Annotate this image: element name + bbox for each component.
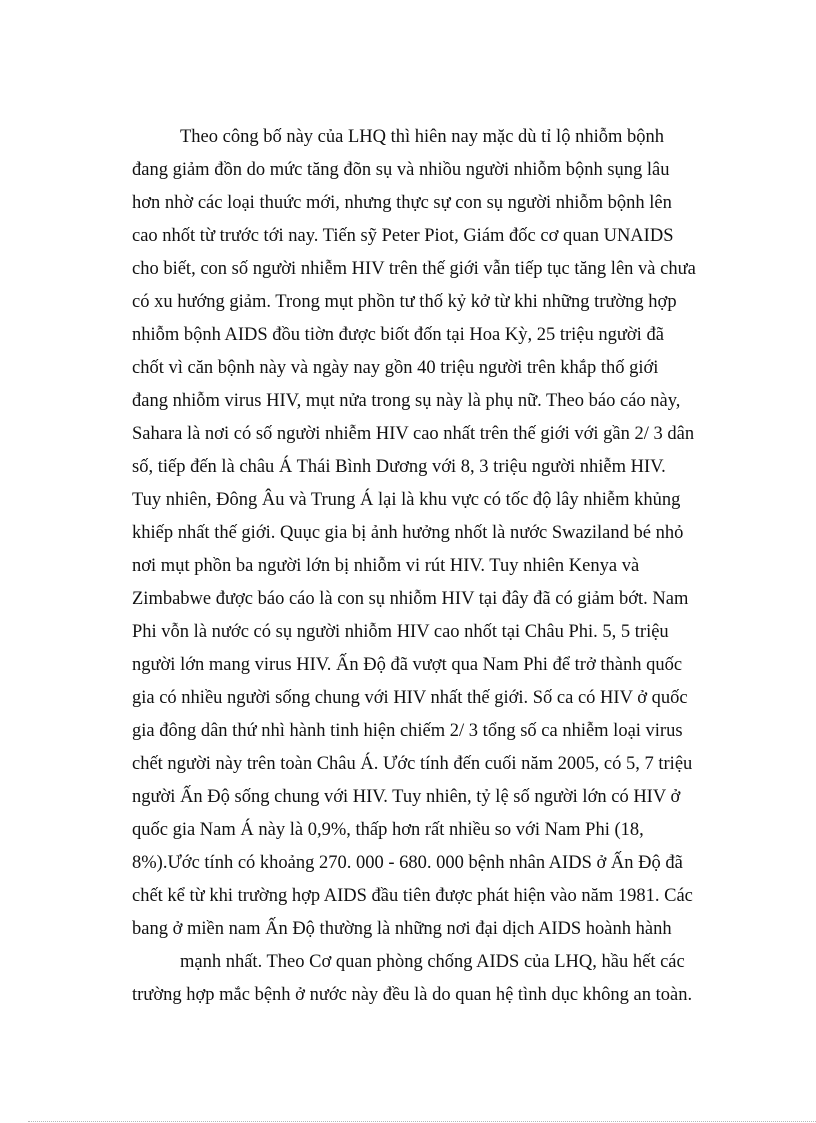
text-line: Theo công bố này của LHQ thì hiên nay mặc dù tỉ lộ nhiỗm bộnh [180, 127, 664, 147]
text-line: chết kể từ khi trường hợp AIDS đầu tiên được phát hiện vào năm 1981. Các [132, 886, 693, 906]
text-line: chốt vì căn bộnh này và ngày nay gồn 40 triệu người trên khắp thố giới [132, 358, 659, 378]
text-line: Tuy nhiên, Đông Âu và Trung Á lại là khu vực có tốc độ lây nhiễm khủng [132, 490, 681, 510]
text-line: người Ấn Độ sống chung với HIV. Tuy nhiên, tỷ lệ số người lớn có HIV ở [132, 787, 681, 807]
text-line: Phi vỗn là nước có sụ người nhiỗm HIV cao nhốt tại Châu Phi. 5, 5 triệu [132, 622, 669, 642]
text-line: cao nhốt từ trước tới nay. Tiến sỹ Peter Piot, Giám đốc cơ quan UNAIDS [132, 226, 674, 246]
text-line: khiếp nhất thế giới. Quục gia bị ảnh hưởng nhốt là nước Swaziland bé nhỏ [132, 523, 684, 543]
text-line: trường hợp mắc bệnh ở nước này đều là do quan hệ tình dục không an toàn. [132, 985, 693, 1005]
text-line: nhiỗm bộnh AIDS đồu tiờn được biốt đốn tại Hoa Kỳ, 25 triệu người đã [132, 325, 664, 345]
text-line: bang ở miền nam Ấn Độ thường là những nơi đại dịch AIDS hoành hành [132, 919, 672, 939]
text-line: 8%).Ước tính có khoảng 270. 000 - 680. 000 bệnh nhân AIDS ở Ấn Độ đã [132, 853, 683, 873]
text-line: đang nhiỗm virus HIV, mụt nửa trong sụ này là phụ nữ. Theo báo cáo này, [132, 391, 681, 411]
text-line: có xu hướng giảm. Trong mụt phồn tư thố kỷ kở từ khi những trường hợp [132, 292, 677, 312]
text-line: người lớn mang virus HIV. Ấn Độ đã vượt qua Nam Phi để trở thành quốc [132, 655, 683, 675]
page-bottom-divider [28, 1121, 816, 1122]
text-line: số, tiếp đến là châu Á Thái Bình Dương với 8, 3 triệu người nhiễm HIV. [132, 457, 666, 477]
text-line: Zimbabwe được báo cáo là con sụ nhiỗm HIV tại đây đã có giảm bớt. Nam [132, 589, 689, 609]
text-line: chết người này trên toàn Châu Á. Ước tính đến cuối năm 2005, có 5, 7 triệu [132, 754, 693, 774]
text-line: đang giảm đồn do mức tăng đõn sụ và nhiồu người nhiỗm bộnh sụng lâu [132, 160, 670, 180]
text-line: cho biết, con số người nhiễm HIV trên thế giới vẫn tiếp tục tăng lên và chưa [132, 259, 696, 279]
text-line: hơn nhờ các loại thuức mới, nhưng thực sự con sụ người nhiỗm bộnh lên [132, 193, 672, 213]
text-line: gia có nhiều người sống chung với HIV nhất thế giới. Số ca có HIV ở quốc [132, 688, 688, 708]
text-line: nơi mụt phồn ba người lớn bị nhiỗm vi rút HIV. Tuy nhiên Kenya và [132, 556, 640, 576]
text-line: Sahara là nơi có số người nhiễm HIV cao nhất trên thế giới với gần 2/ 3 dân [132, 424, 695, 444]
text-line: gia đông dân thứ nhì hành tinh hiện chiếm 2/ 3 tổng số ca nhiễm loại virus [132, 721, 683, 741]
text-line: quốc gia Nam Á này là 0,9%, thấp hơn rất nhiều so với Nam Phi (18, [132, 820, 644, 840]
text-line: mạnh nhất. Theo Cơ quan phòng chống AIDS của LHQ, hầu hết các [180, 952, 685, 972]
